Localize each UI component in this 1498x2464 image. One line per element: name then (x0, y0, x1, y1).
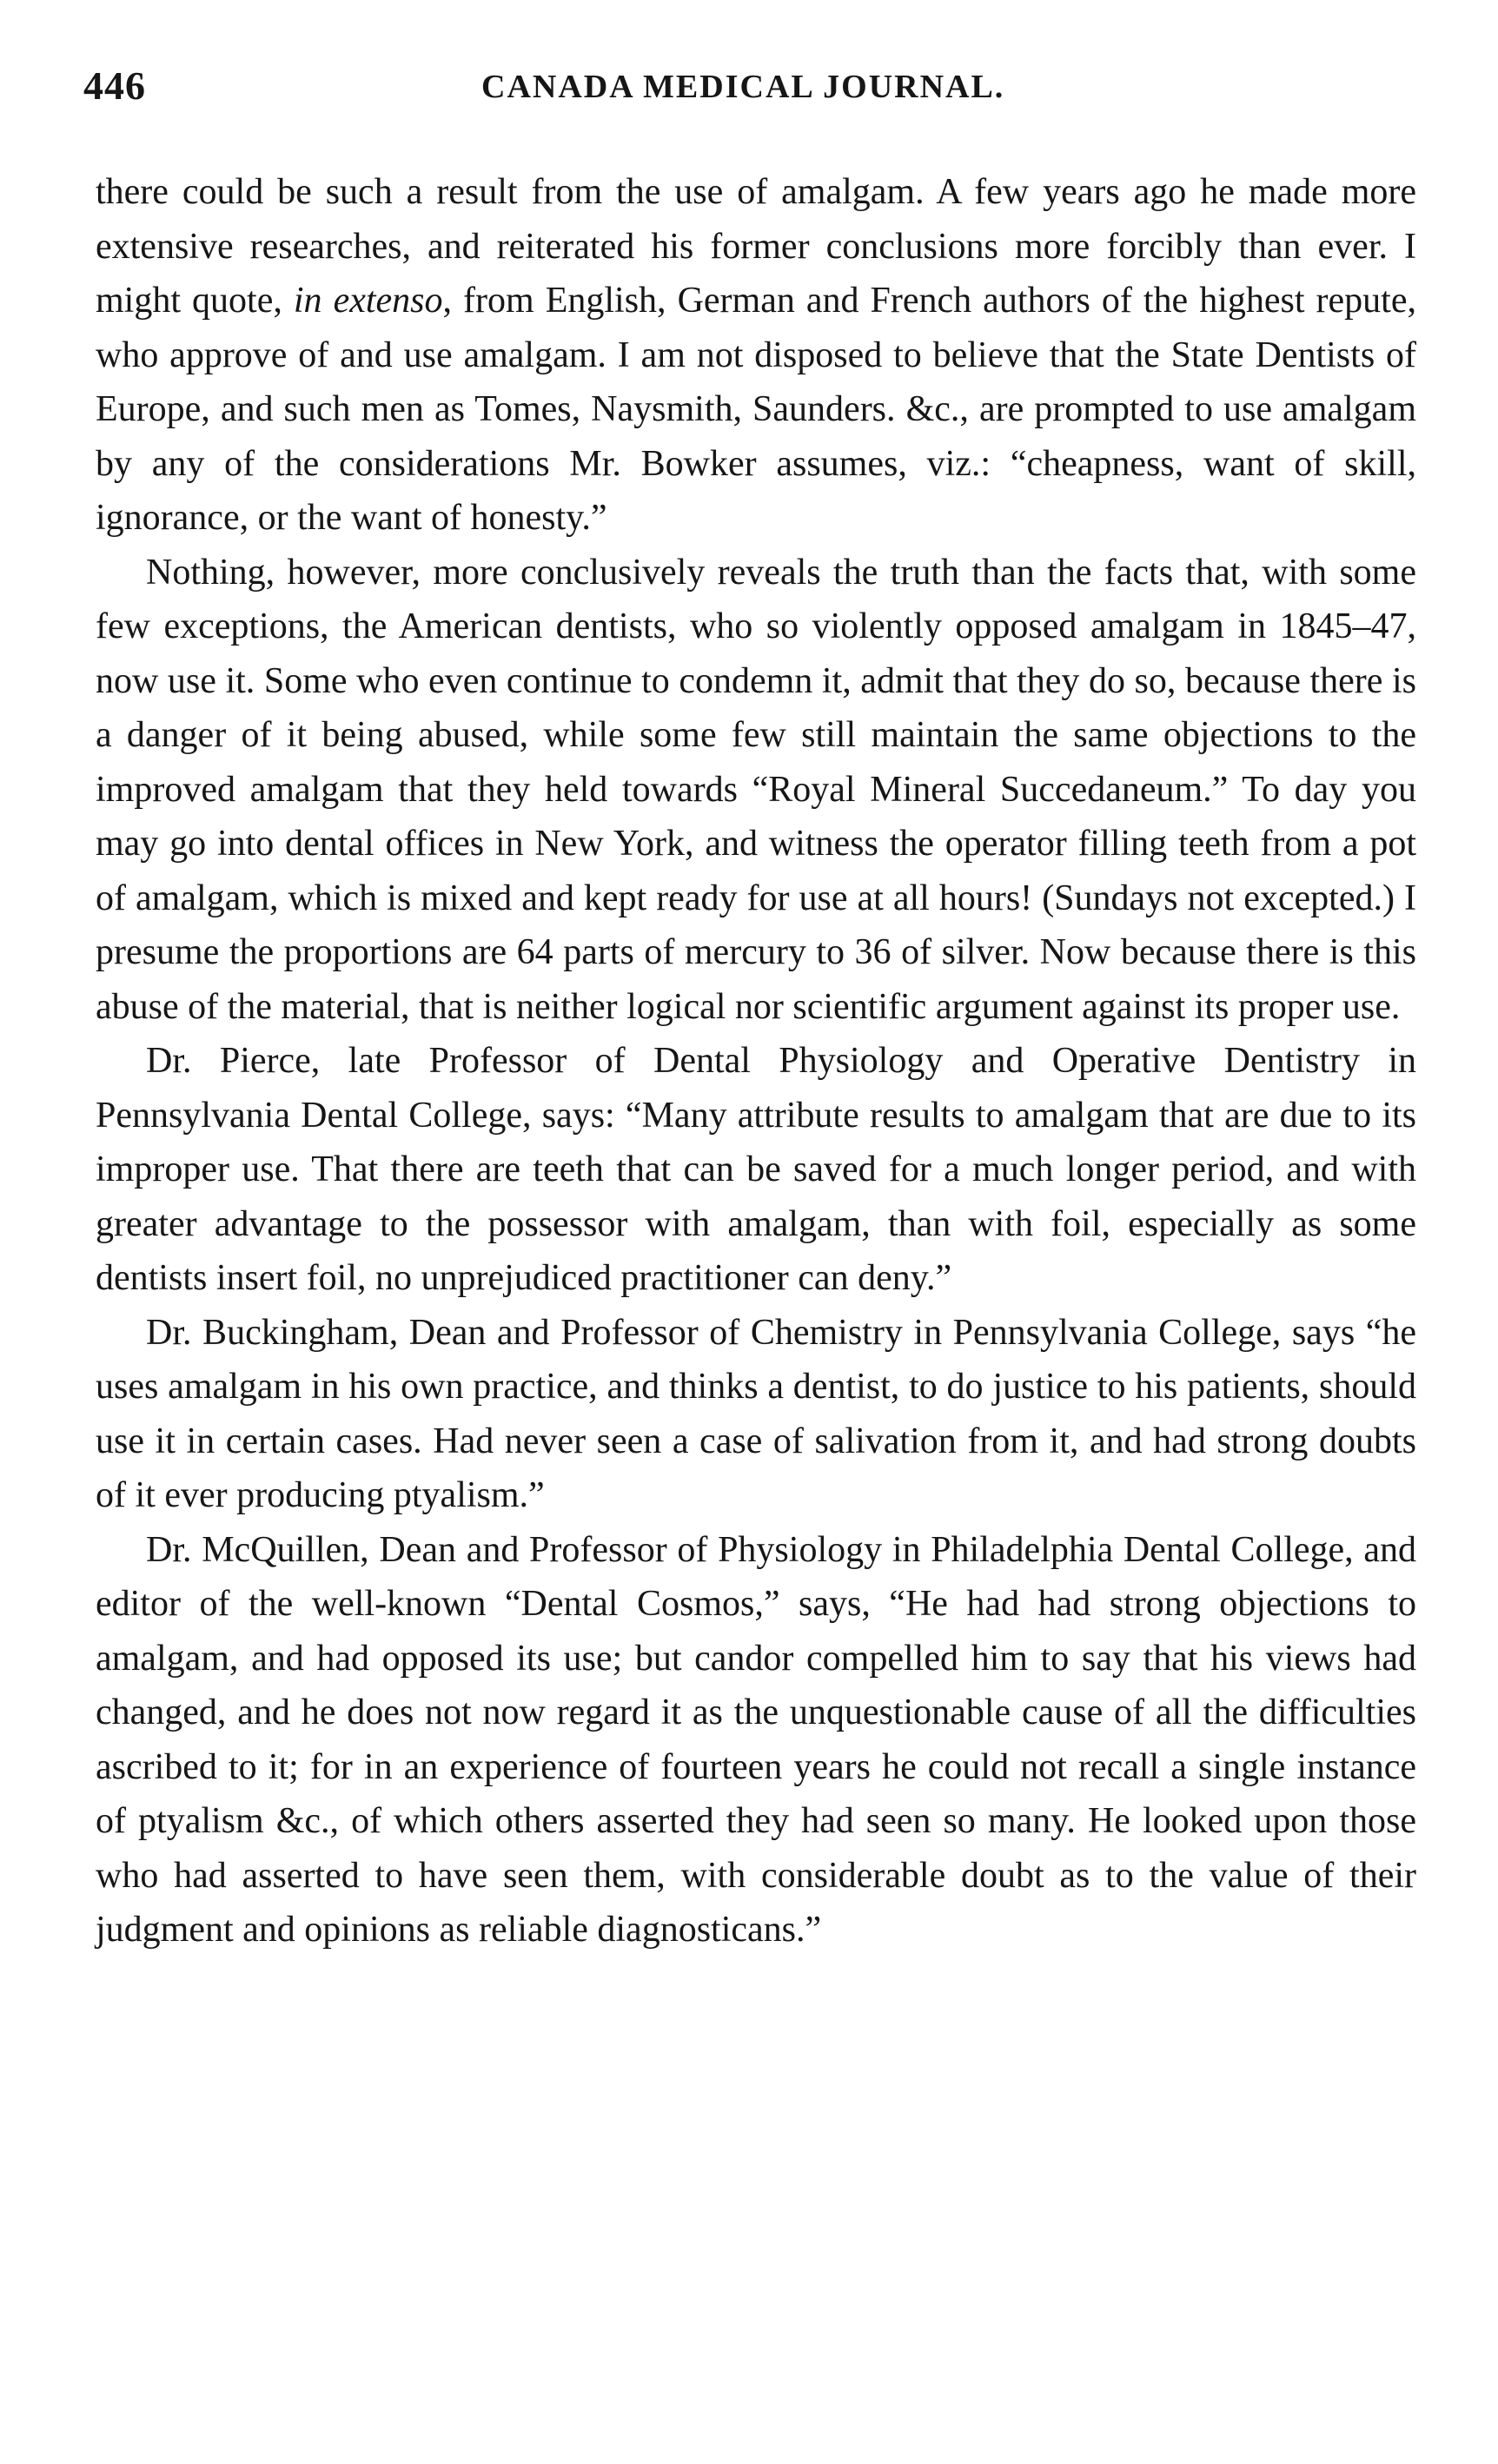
paragraph: Dr. Buckingham, Dean and Professor of Chemistry in Pennsylvania College, says “he uses amalgam in his own practice, and thinks a dentist, to do justice to his patients, should use it in certain cases. Had never seen a case of salivation from it, and had strong doubts of it ever producing ptyalism.” (96, 1312, 1416, 1515)
paragraph: Dr. Pierce, late Professor of Dental Physiology and Operative Dentistry in Pennsylvania Dental College, says: “Many attribute results to amalgam that are due to its improper use. That there are teeth that can be saved for a much longer period, and with greater advantage to the possessor with amalgam, than with foil, especially as some dentists insert foil, no unprejudiced practitioner can deny.” (96, 1041, 1416, 1298)
page-header (83, 63, 1422, 123)
body-text (96, 165, 1416, 1957)
italic-phrase: in extenso (293, 281, 443, 321)
paragraph-text: there could be such a result from the use of amalgam. A few years ago he made more extensive researches, and reiterated his former conclusions more forcibly than ever. I might quote, (96, 172, 1416, 321)
page-number: 446 (83, 63, 146, 108)
running-head: CANADA MEDICAL JOURNAL. (481, 69, 1005, 105)
paragraph-continuation (96, 165, 1416, 546)
paragraph: Dr. McQuillen, Dean and Professor of Physiology in Philadelphia Dental College, and editor of the well-known “Dental Cosmos,” says, “He had had strong objections to amalgam, and had opposed its use; but candor compelled him to say that his views had changed, and he does not now regard it as the unquestionable cause of all the difficulties ascribed to it; for in an experience of fourteen years he could not recall a single instance of ptyalism &c., of which others asserted they had seen so many. He looked upon those who had asserted to have seen them, with considerable doubt as to the value of their judgment and opinions as reliable diagnosticans.” (96, 1529, 1416, 1950)
paragraph: Nothing, however, more conclusively reveals the truth than the facts that, with some few exceptions, the American dentists, who so violently opposed amalgam in 1845–47, now use it. Some who even continue to condemn it, admit that they do so, because there is a danger of it being abused, while some few still maintain the same objections to the improved amalgam that they held towards “Royal Mineral Succedaneum.” To day you may go into dental offices in New York, and witness the operator filling teeth from a pot of amalgam, which is mixed and kept ready for use at all hours! (Sundays not excepted.) I presume the proportions are 64 parts of mercury to 36 of silver. Now because there is this abuse of the material, that is neither logical nor scientific argument against its proper use. (96, 552, 1416, 1027)
paragraph-text: , from English, German and French authors of the highest repute, who approve of and use amalgam. I am not disposed to believe that the State Dentists of Europe, and such men as Tomes, Naysmith, Saunders. &c., are prompted to use amalgam by any of the considerations Mr. Bowker assumes, viz.: “cheapness, want of skill, ignorance, or the want of honesty.” (96, 281, 1416, 538)
